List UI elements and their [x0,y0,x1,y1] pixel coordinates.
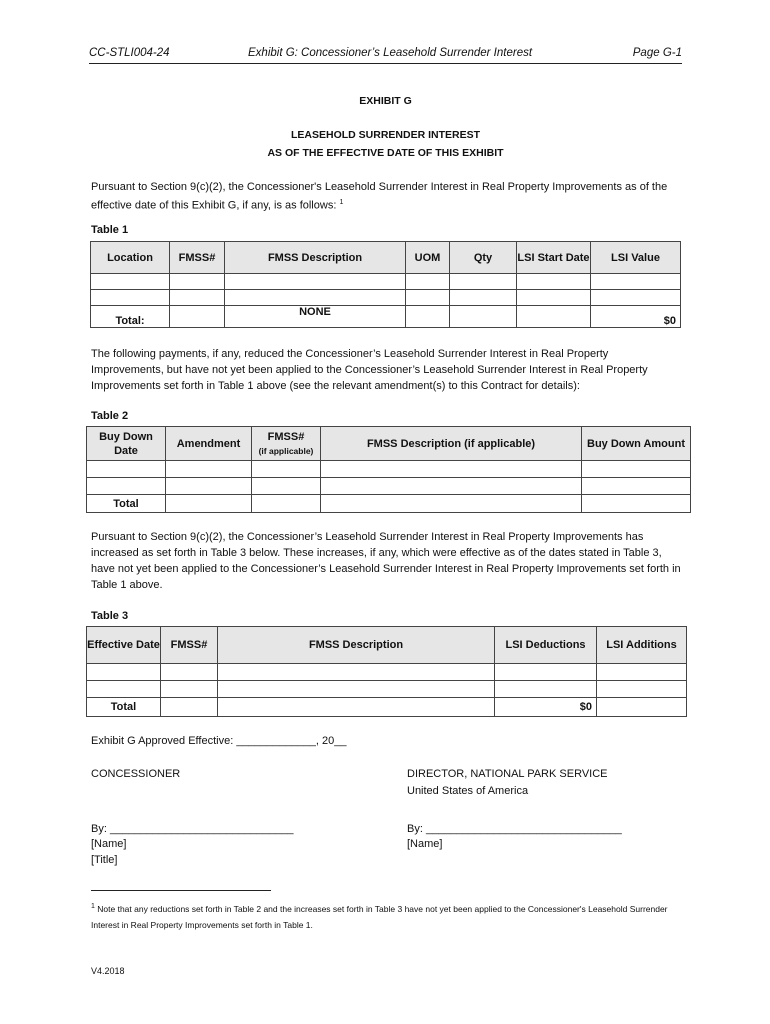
table2-header-amendment: Amendment [166,427,252,461]
table1-total-label: Total: [91,306,170,328]
table-cell[interactable] [517,290,591,306]
table-cell[interactable] [225,290,406,306]
table3-header-lsi-additions: LSI Additions [597,627,687,664]
footnote-marker: 1 [91,903,95,910]
table-cell[interactable] [321,495,582,513]
table3-header-fmss: FMSS# [161,627,218,664]
table-cell[interactable] [170,306,225,328]
table-cell[interactable] [166,495,252,513]
table2-header-buy-down-date: Buy Down Date [87,427,166,461]
table-row [91,290,681,306]
document-id: CC-STLI004-24 [89,47,170,59]
table2-fmss-note: (if applicable) [258,445,314,456]
table-cell[interactable] [218,664,495,681]
table1-total-value: $0 [591,306,681,328]
table-2 [86,426,691,513]
table1-total-description: NONE [225,306,406,328]
table-cell[interactable] [582,461,691,478]
page-number: Page G-1 [632,47,682,59]
table1-header-location: Location [91,242,170,274]
footnote-reference: 1 [339,199,344,206]
table-cell[interactable] [597,664,687,681]
table3-label: Table 3 [91,610,129,622]
table-cell[interactable] [321,461,582,478]
table-cell[interactable] [87,478,166,495]
footnote [91,899,681,933]
concessioner-heading: CONCESSIONER [91,768,181,780]
table-cell[interactable] [91,274,170,290]
title-line-1: LEASEHOLD SURRENDER INTEREST [290,129,480,141]
table1-header-description: FMSS Description [225,242,406,274]
table-row [91,274,681,290]
concessioner-signature-line[interactable]: By: ______________________________ [91,823,294,835]
table-cell[interactable] [166,461,252,478]
table-1 [90,241,681,328]
table-cell[interactable] [252,461,321,478]
director-name-field[interactable]: [Name] [407,838,443,850]
table-cell[interactable] [517,306,591,328]
table2-header-amount: Buy Down Amount [582,427,691,461]
director-heading: DIRECTOR, NATIONAL PARK SERVICE [407,768,608,780]
table-row [87,478,691,495]
table2-fmss-label: FMSS# [267,430,305,443]
table-row [87,664,687,681]
table-cell[interactable] [406,290,450,306]
table-cell[interactable] [87,664,161,681]
table-cell[interactable] [170,274,225,290]
table-cell[interactable] [582,478,691,495]
table-cell[interactable] [591,290,681,306]
table2-header-row [87,427,691,461]
table-cell[interactable] [597,698,687,717]
table1-header-uom: UOM [406,242,450,274]
table-3 [86,626,687,717]
table-cell[interactable] [87,461,166,478]
table-row [87,681,687,698]
table2-label: Table 2 [91,410,129,422]
table1-header-qty: Qty [450,242,517,274]
table-cell[interactable] [450,274,517,290]
table1-header-row [91,242,681,274]
table1-total-row [91,306,681,328]
table-cell[interactable] [161,698,218,717]
table2-header-fmss [252,427,321,461]
table-cell[interactable] [252,495,321,513]
table-cell[interactable] [218,698,495,717]
increases-paragraph: Pursuant to Section 9(c)(2), the Concessioner’s Leasehold Surrender Interest in Real Property Improvements has increased as set forth in Table 3 below. These increases, if any, which were effective as of the dates stated in Table 3, have not yet been applied to the Concessioner’s Leasehold Surrender Interest in Real Property Improvements set forth in Table 1 above. [91,531,681,591]
exhibit-heading: EXHIBIT G [359,95,412,107]
table-cell[interactable] [170,290,225,306]
intro-paragraph [91,179,681,214]
table-cell[interactable] [450,290,517,306]
approval-line[interactable]: Exhibit G Approved Effective: _____________, 20__ [91,735,347,747]
footnote-divider [91,890,271,891]
table-cell[interactable] [495,681,597,698]
table-cell[interactable] [161,681,218,698]
title-line-2: AS OF THE EFFECTIVE DATE OF THIS EXHIBIT [267,147,504,159]
table-cell[interactable] [218,681,495,698]
table-cell[interactable] [252,478,321,495]
footnote-text: Note that any reductions set forth in Table 2 and the increases set forth in Table 3 have not yet been applied to the Concessioner's Leasehold Surrender Interest in Real Property Improvements set forth in Table 1. [91,903,668,930]
table2-total-row [87,495,691,513]
director-subtitle: United States of America [407,785,529,797]
concessioner-title-field[interactable]: [Title] [91,854,118,866]
table-cell[interactable] [597,681,687,698]
table3-header-effective-date: Effective Date [87,627,161,664]
table-cell[interactable] [517,274,591,290]
table-cell[interactable] [582,495,691,513]
table-cell[interactable] [591,274,681,290]
table-cell[interactable] [406,274,450,290]
payments-paragraph: The following payments, if any, reduced the Concessioner’s Leasehold Surrender Interest in Real Property Improvements, but have not yet been applied to the Concessioner’s Leasehold Surrender Interest in Real Property Improvements set forth in Table 1 above (see the relevant amendment(s) to this Contract for details): [91,348,648,392]
table-cell[interactable] [450,306,517,328]
intro-text: Pursuant to Section 9(c)(2), the Concessioner's Leasehold Surrender Interest in Real Property Improvements as of the effective date of this Exhibit G, if any, is as follows: [91,181,668,212]
table-cell[interactable] [225,274,406,290]
table1-label: Table 1 [91,224,129,236]
table-cell[interactable] [91,290,170,306]
table3-total-label: Total [87,698,161,717]
table1-header-lsi-start-date: LSI Start Date [517,242,591,274]
header-divider [89,63,682,64]
table3-total-deductions: $0 [495,698,597,717]
table2-total-label: Total [87,495,166,513]
table-cell[interactable] [321,478,582,495]
table3-header-lsi-deductions: LSI Deductions [495,627,597,664]
table-cell[interactable] [495,664,597,681]
version-label: V4.2018 [91,966,125,976]
table1-header-lsi-value: LSI Value [591,242,681,274]
table2-header-description: FMSS Description (if applicable) [321,427,582,461]
table-row [87,461,691,478]
table-cell[interactable] [406,306,450,328]
table-cell[interactable] [87,681,161,698]
table1-header-fmss: FMSS# [170,242,225,274]
concessioner-name-field[interactable]: [Name] [91,838,127,850]
table-cell[interactable] [166,478,252,495]
header-exhibit-title: Exhibit G: Concessioner’s Leasehold Surrender Interest [248,47,533,59]
table3-header-row [87,627,687,664]
director-signature-line[interactable]: By: ________________________________ [407,823,622,835]
table-cell[interactable] [161,664,218,681]
table3-total-row [87,698,687,717]
table3-header-description: FMSS Description [218,627,495,664]
